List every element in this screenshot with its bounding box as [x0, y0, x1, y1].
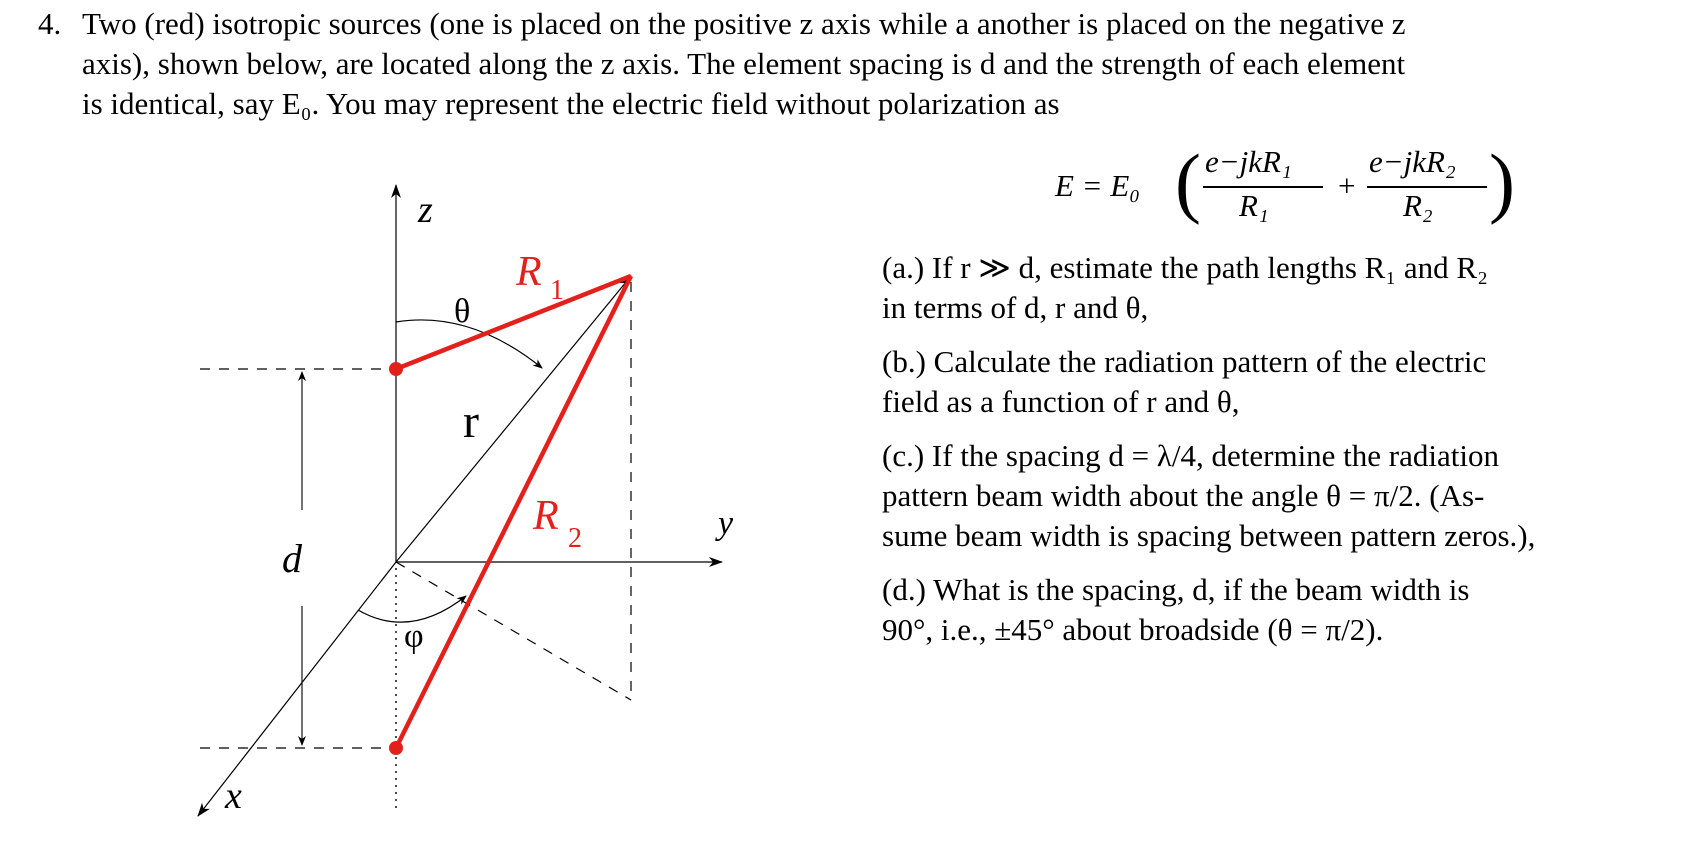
upper-source-dot — [389, 362, 403, 376]
question-c: (c.) If the spacing d = λ/4, determine the radiation pattern beam width about the angle θ = π/2. (As- sume beam width is spacing between pattern zeros.), — [882, 438, 1536, 553]
lower-source-dot — [389, 741, 403, 755]
x-axis-label: x — [225, 775, 242, 817]
equation-lhs: E = E₀ — [1055, 168, 1141, 203]
fraction-1-numerator: e−jkR₁ — [1205, 144, 1292, 179]
question-a: (a.) If r ≫ d, estimate the path lengths R₁ and R₂ in terms of d, r and θ, — [882, 250, 1488, 325]
r2-label: R — [533, 493, 559, 539]
problem-line-1: 4. Two (red) isotropic sources (one is placed on the positive z axis while a another is placed on the negative z — [38, 4, 1658, 44]
r2-line — [396, 276, 631, 748]
right-paren: ) — [1489, 138, 1515, 225]
question-b: (b.) Calculate the radiation pattern of the electric field as a function of r and θ, — [882, 344, 1487, 419]
left-paren: ( — [1175, 138, 1201, 225]
theta-label: θ — [454, 293, 471, 330]
fraction-2-numerator: e−jkR₂ — [1369, 144, 1456, 179]
r1-line — [396, 276, 631, 369]
plus-sign: + — [1338, 168, 1356, 203]
problem-line-3: is identical, say E₀. You may represent the electric field without polarization as — [82, 86, 1060, 121]
r-label: r — [463, 395, 479, 448]
problem-line-2: axis), shown below, are located along the z axis. The element spacing is d and the strength of each element — [82, 46, 1406, 81]
z-axis-label: z — [418, 189, 433, 231]
r-vector — [396, 276, 631, 562]
phi-label: φ — [404, 618, 424, 655]
problem-number: 4. — [38, 6, 62, 41]
d-label: d — [282, 536, 302, 581]
r1-subscript: 1 — [550, 275, 564, 306]
fraction-1-denominator: R₁ — [1239, 188, 1269, 223]
fraction-2-denominator: R₂ — [1403, 188, 1433, 223]
y-axis-label: y — [718, 505, 734, 542]
r2-subscript: 2 — [568, 523, 582, 554]
r1-label: R — [516, 249, 542, 295]
question-d: (d.) What is the spacing, d, if the beam width is 90°, i.e., ±45° about broadside (θ = π/2). — [882, 572, 1470, 647]
